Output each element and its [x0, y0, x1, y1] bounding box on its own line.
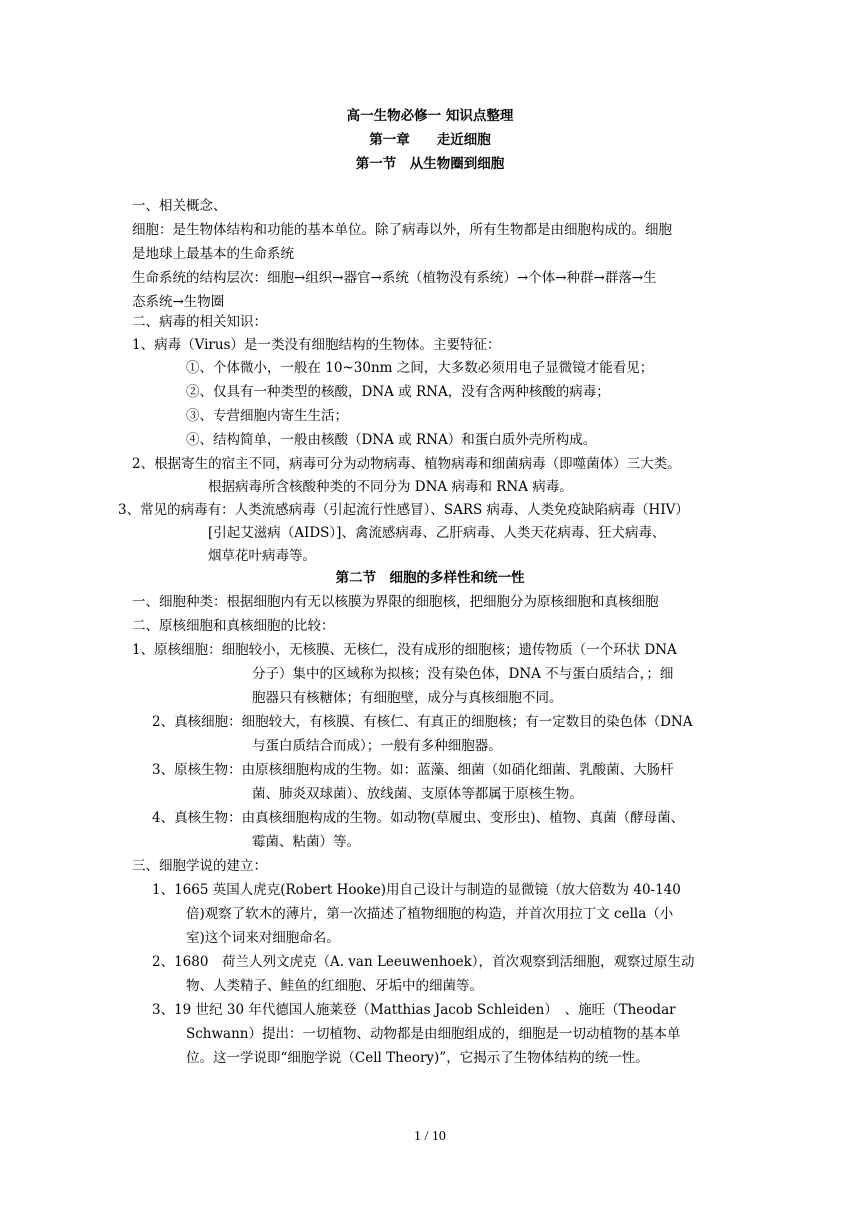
- paragraph-line: 1、1665 英国人虎克(Robert Hooke)用自己设计与制造的显微镜（放大倍数为 40-140: [152, 882, 681, 898]
- paragraph-line: 生命系统的结构层次：细胞→组织→器官→系统（植物没有系统）→个体→种群→群落→生: [132, 270, 657, 286]
- paragraph-line: 物、人类精子、鲑鱼的红细胞、牙垢中的细菌等。: [186, 978, 483, 994]
- paragraph-line: 2、1680 荷兰人列文虎克（A. van Leeuwenhoek），首次观察到活细胞，观察过原生动: [152, 954, 695, 970]
- paragraph-line: 态系统→生物圈: [132, 294, 225, 310]
- paragraph-line: 分子）集中的区域称为拟核；没有染色体，DNA 不与蛋白质结合，；细: [252, 666, 674, 682]
- chapter-heading: 第一章 走近细胞: [369, 132, 491, 148]
- paragraph-line: 3、常见的病毒有：人类流感病毒（引起流行性感冒）、SARS 病毒、人类免疫缺陷病毒（HIV）: [118, 502, 689, 518]
- paragraph-line: 细胞：是生物体结构和功能的基本单位。除了病毒以外，所有生物都是由细胞构成的。细胞: [132, 222, 672, 238]
- paragraph-line: 倍)观察了软木的薄片，第一次描述了植物细胞的构造，并首次用拉丁文 cella（小: [186, 906, 674, 922]
- paragraph-line: 2、根据寄生的宿主不同，病毒可分为动物病毒、植物病毒和细菌病毒（即噬菌体）三大类。: [132, 456, 681, 472]
- list-item: ④、结构简单，一般由核酸（DNA 或 RNA）和蛋白质外壳所构成。: [186, 432, 597, 448]
- paragraph-line: 烟草花叶病毒等。: [208, 548, 316, 564]
- paragraph-line: [引起艾滋病（AIDS）]、禽流感病毒、乙肝病毒、人类天花病毒、狂犬病毒、: [208, 525, 666, 541]
- list-item: ①、个体微小，一般在 10~30nm 之间，大多数必须用电子显微镜才能看见；: [186, 360, 654, 376]
- paragraph-line: 菌、肺炎双球菌）、放线菌、支原体等都属于原核生物。: [252, 786, 583, 802]
- paragraph-line: 1、原核细胞：细胞较小，无核膜、无核仁，没有成形的细胞核；遗传物质（一个环状 DNA: [132, 642, 677, 658]
- paragraph-line: 2、真核细胞：细胞较大，有核膜、有核仁、有真正的细胞核；有一定数目的染色体（DNA: [152, 714, 693, 730]
- list-item: ③、专营细胞内寄生生活；: [186, 408, 348, 424]
- document-title: 高一生物必修一 知识点整理: [346, 108, 514, 124]
- paragraph-line: 与蛋白质结合而成）；一般有多种细胞器。: [252, 738, 502, 754]
- paragraph-line: 二、病毒的相关知识：: [132, 314, 267, 330]
- page-number: 1 / 10: [414, 1129, 446, 1144]
- paragraph-line: 胞器只有核糖体；有细胞壁，成分与真核细胞不同。: [252, 690, 563, 706]
- section-heading: 第一节 从生物圈到细胞: [355, 156, 505, 172]
- paragraph-line: Schwann）提出：一切植物、动物都是由细胞组成的，细胞是一切动植物的基本单: [186, 1026, 681, 1042]
- paragraph-line: 室)这个词来对细胞命名。: [186, 930, 340, 946]
- paragraph-line: 三、细胞学说的建立：: [132, 858, 267, 874]
- paragraph-line: 4、真核生物：由真核细胞构成的生物。如动物(草履虫、变形虫)、植物、真菌（酵母菌、: [152, 810, 685, 826]
- paragraph-line: 3、原核生物：由原核细胞构成的生物。如：蓝藻、细菌（如硝化细菌、乳酸菌、大肠杆: [152, 762, 674, 778]
- paragraph-line: 一、细胞种类：根据细胞内有无以核膜为界限的细胞核，把细胞分为原核细胞和真核细胞: [132, 594, 659, 610]
- paragraph-line: 1、病毒（Virus）是一类没有细胞结构的生物体。主要特征：: [132, 337, 501, 353]
- list-item: ②、仅具有一种类型的核酸，DNA 或 RNA，没有含两种核酸的病毒；: [186, 384, 610, 400]
- section-heading: 第二节 细胞的多样性和统一性: [335, 570, 525, 586]
- paragraph-line: 二、原核细胞和真核细胞的比较：: [132, 618, 335, 634]
- paragraph-line: 一、相关概念、: [132, 198, 227, 214]
- paragraph-line: 根据病毒所含核酸种类的不同分为 DNA 病毒和 RNA 病毒。: [208, 479, 573, 495]
- paragraph-line: 3、19 世纪 30 年代德国人施莱登（Matthias Jacob Schleiden） 、施旺（Theodar: [152, 1002, 676, 1018]
- paragraph-line: 位。这一学说即“细胞学说（Cell Theory)”，它揭示了生物体结构的统一性。: [186, 1050, 649, 1066]
- paragraph-line: 是地球上最基本的生命系统: [132, 246, 294, 262]
- paragraph-line: 霉菌、粘菌）等。: [252, 834, 360, 850]
